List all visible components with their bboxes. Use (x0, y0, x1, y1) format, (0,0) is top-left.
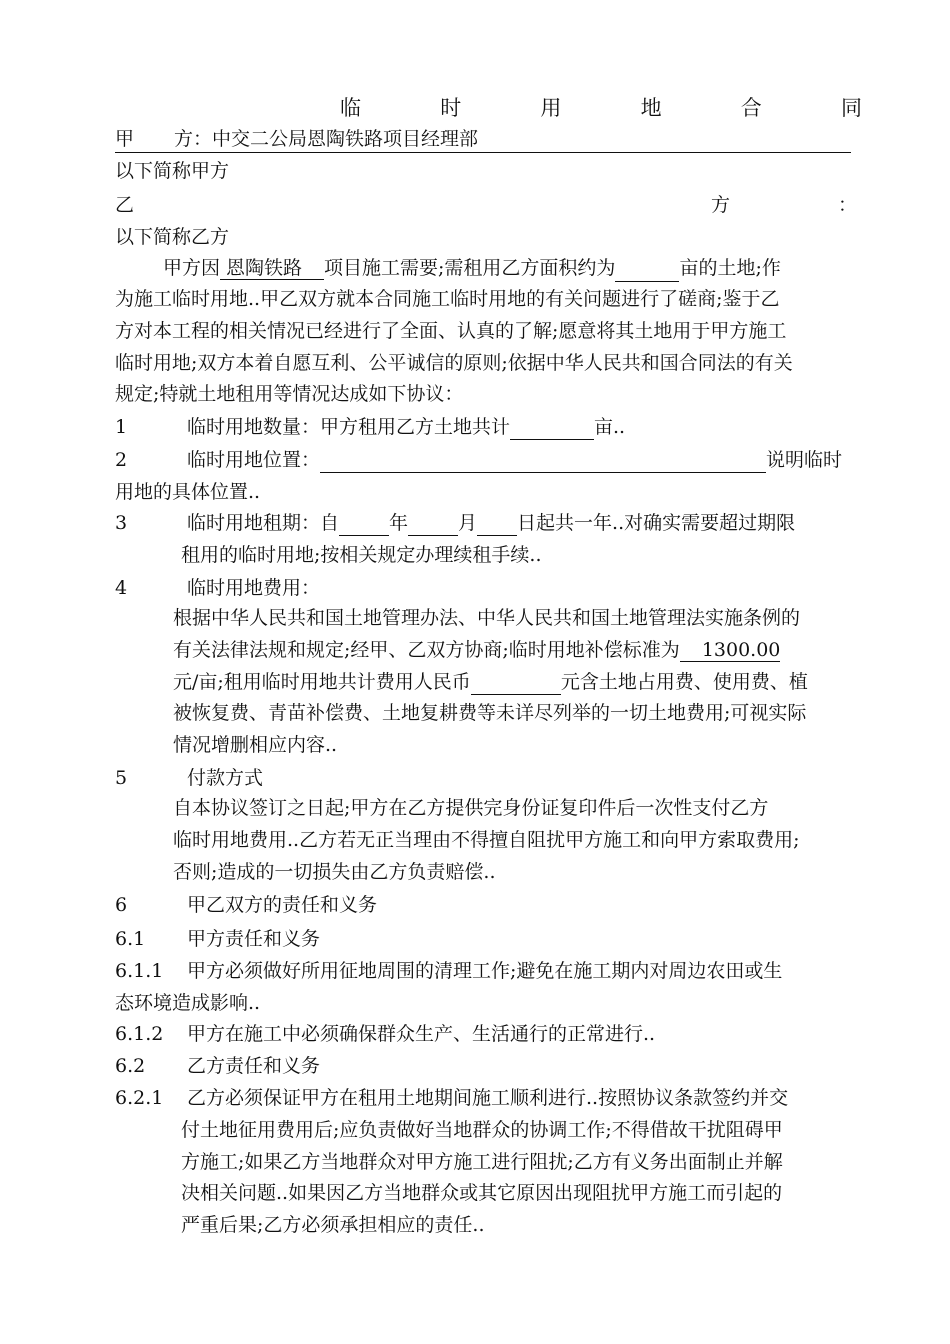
clause-number: 3 (115, 512, 128, 534)
intro-line-5: 规定;特就土地租用等情况达成如下协议： (115, 383, 464, 405)
project-name: 恩陶铁路 (220, 257, 324, 280)
area-blank (615, 259, 679, 282)
clause-3-line-2: 租用的临时用地;按相关规定办理续租手续.. (181, 544, 542, 566)
clause-number: 5 (115, 767, 128, 789)
clause-4-line-1: 根据中华人民共和国土地管理办法、中华人民共和国土地管理法实施条例的 (173, 607, 801, 629)
party-a-label: 甲 方：中交二公局恩陶铁路项目经理部 (115, 128, 479, 150)
title-char: 时 (440, 96, 462, 120)
title-char: 用 (540, 96, 562, 120)
title-char: 同 (840, 96, 862, 120)
month-blank (408, 513, 458, 536)
total-fee-blank (471, 672, 561, 695)
party-a-name: 中交二公局恩陶铁路项目经理部 (212, 128, 479, 150)
clause-4-line-3: 元/亩;租用临时用地共计费用人民币 元含土地占用费、使用费、植 (173, 671, 808, 693)
party-b-label-1: 乙 (115, 194, 135, 216)
clause-5-heading: 付款方式 (187, 767, 264, 789)
clause-4-line-2: 有关法律法规和规定;经甲、乙双方协商;临时用地补偿标准为 1300.00 (173, 639, 781, 661)
clause-5-line-2: 临时用地费用..乙方若无正当理由不得擅自阻扰甲方施工和向甲方索取费用; (173, 829, 800, 851)
location-blank (320, 450, 766, 473)
party-b-label-2: 方 (711, 194, 731, 216)
clause-6-2-heading: 乙方责任和义务 (187, 1055, 321, 1077)
clause-6-heading: 甲乙双方的责任和义务 (187, 894, 378, 916)
clause-6-1-1-line-1: 甲方必须做好所用征地周围的清理工作;避免在施工期内对周边农田或生 (187, 960, 783, 982)
title-char: 地 (640, 96, 662, 120)
clause-4-heading: 临时用地费用： (187, 577, 321, 599)
year-blank (339, 513, 389, 536)
intro-line-3: 方对本工程的相关情况已经进行了全面、认真的了解;愿意将其土地用于甲方施工 (115, 320, 787, 342)
clause-6-2-1-line-4: 决相关问题..如果因乙方当地群众或其它原因出现阻扰甲方施工而引起的 (181, 1182, 783, 1204)
clause-2-line-2: 用地的具体位置.. (115, 481, 261, 503)
compensation-rate: 1300.00 (680, 639, 781, 662)
clause-6-1-2-line-1: 甲方在施工中必须确保群众生产、生活通行的正常进行.. (187, 1023, 656, 1045)
clause-1: 临时用地数量：甲方租用乙方土地共计 亩.. (187, 416, 626, 438)
clause-2: 临时用地位置： 说明临时 (187, 449, 843, 471)
day-blank (477, 513, 517, 536)
intro-line-2: 为施工临时用地..甲乙双方就本合同施工临时用地的有关问题进行了磋商;鉴于乙 (115, 288, 780, 310)
clause-number: 6.2 (115, 1055, 146, 1077)
party-b-short: 以下简称乙方 (115, 226, 230, 248)
clause-number: 1 (115, 416, 128, 438)
clause-number: 6.2.1 (115, 1087, 164, 1109)
intro-line-1: 甲方因 恩陶铁路 项目施工需要;需租用乙方面积约为 亩的土地;作 (163, 255, 781, 282)
clause-6-2-1-line-2: 付土地征用费用后;应负责做好当地群众的协调工作;不得借故干扰阻碍甲 (181, 1119, 783, 1141)
clause-5-line-1: 自本协议签订之日起;甲方在乙方提供完身份证复印件后一次性支付乙方 (173, 797, 769, 819)
clause-5-line-3: 否则;造成的一切损失由乙方负责赔偿.. (173, 861, 496, 883)
clause-6-2-1-line-5: 严重后果;乙方必须承担相应的责任.. (181, 1214, 485, 1236)
clause-4-line-4: 被恢复费、青苗补偿费、土地复耕费等未详尽列举的一切土地费用;可视实际 (173, 702, 807, 724)
clause-number: 6.1 (115, 928, 146, 950)
clause-number: 6.1.1 (115, 960, 164, 982)
clause-number: 6 (115, 894, 128, 916)
clause-6-2-1-line-1: 乙方必须保证甲方在租用土地期间施工顺利进行..按照协议条款签约并交 (187, 1087, 789, 1109)
intro-line-4: 临时用地;双方本着自愿互利、公平诚信的原则;依据中华人民共和国合同法的有关 (115, 352, 793, 374)
clause-number: 2 (115, 449, 128, 471)
clause-6-2-1-line-3: 方施工;如果乙方当地群众对甲方施工进行阻扰;乙方有义务出面制止并解 (181, 1151, 783, 1173)
party-b-colon: ： (838, 194, 858, 216)
clause-6-1-1-line-2: 态环境造成影响.. (115, 992, 261, 1014)
clause-3: 临时用地租期：自 年 月 日起共一年..对确实需要超过期限 (187, 512, 796, 534)
party-a-short: 以下简称甲方 (115, 160, 230, 182)
quantity-blank (510, 417, 594, 440)
clause-number: 6.1.2 (115, 1023, 164, 1045)
clause-number: 4 (115, 577, 128, 599)
document-title (340, 92, 862, 122)
clause-4-line-5: 情况增删相应内容.. (173, 734, 338, 756)
title-char: 合 (740, 96, 762, 120)
title-char: 临 (340, 96, 361, 120)
clause-6-1-heading: 甲方责任和义务 (187, 928, 321, 950)
